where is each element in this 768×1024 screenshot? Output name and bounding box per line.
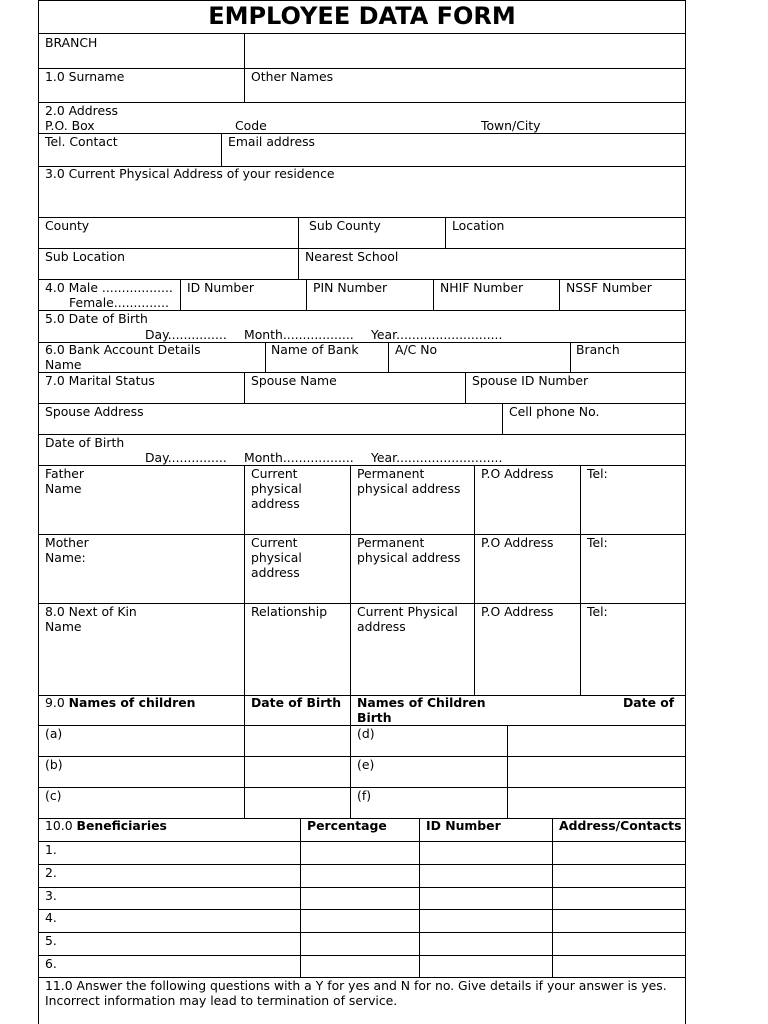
rule bbox=[244, 695, 245, 818]
rule bbox=[38, 133, 686, 134]
father-permanent-address-label bbox=[357, 466, 460, 496]
dob-day: Day............... bbox=[145, 327, 227, 342]
beneficiaries-title: Beneficiaries bbox=[76, 818, 167, 833]
spouse-dob-month: Month.................. bbox=[244, 450, 354, 465]
father-current-address-label bbox=[251, 466, 302, 511]
children-heading bbox=[45, 695, 196, 710]
rule bbox=[507, 725, 508, 818]
relationship-label: Relationship bbox=[251, 604, 328, 619]
current-line2: physical bbox=[251, 550, 302, 565]
nhif-number-label: NHIF Number bbox=[440, 280, 524, 295]
form-border-left bbox=[38, 0, 39, 1024]
rule bbox=[38, 864, 686, 865]
rule bbox=[570, 342, 571, 372]
beneficiary-row-2: 2. bbox=[45, 865, 57, 880]
form-title: EMPLOYEE DATA FORM bbox=[208, 2, 516, 30]
dob-year: Year........................... bbox=[371, 327, 503, 342]
address-contacts-header: Address/Contacts bbox=[559, 818, 682, 833]
rule bbox=[306, 279, 307, 310]
female-label: Female.............. bbox=[69, 295, 169, 310]
branch-label: BRANCH bbox=[45, 35, 98, 50]
dob-month: Month.................. bbox=[244, 327, 354, 342]
rule bbox=[38, 102, 686, 103]
nearest-school-label: Nearest School bbox=[305, 249, 399, 264]
rule bbox=[300, 818, 301, 977]
permanent-line2: physical address bbox=[357, 481, 461, 496]
rule bbox=[474, 465, 475, 695]
next-of-kin-line1: 8.0 Next of Kin bbox=[45, 604, 137, 619]
rule bbox=[552, 818, 553, 977]
mother-label bbox=[45, 535, 89, 565]
employee-data-form bbox=[38, 0, 686, 1024]
spouse-address-label: Spouse Address bbox=[45, 404, 144, 419]
next-of-kin-label bbox=[45, 604, 137, 634]
physical-address-heading: 3.0 Current Physical Address of your residence bbox=[45, 166, 335, 181]
kin-current-line2: address bbox=[357, 619, 406, 634]
dob-heading: 5.0 Date of Birth bbox=[45, 311, 148, 326]
id-number-label: ID Number bbox=[187, 280, 254, 295]
beneficiary-row-6: 6. bbox=[45, 956, 57, 971]
beneficiary-row-1: 1. bbox=[45, 842, 57, 857]
spouse-dob-label: Date of Birth bbox=[45, 435, 125, 450]
rule bbox=[38, 932, 686, 933]
current-line3: address bbox=[251, 496, 300, 511]
beneficiary-row-4: 4. bbox=[45, 910, 57, 925]
male-label: 4.0 Male .................. bbox=[45, 280, 173, 295]
current-line1: Current bbox=[251, 466, 298, 481]
rule bbox=[298, 248, 299, 279]
kin-current-physical-label bbox=[357, 604, 458, 634]
bank-heading: 6.0 Bank Account Details bbox=[45, 342, 201, 357]
address-heading: 2.0 Address bbox=[45, 103, 118, 118]
current-line2: physical bbox=[251, 481, 302, 496]
children-dob-header: Date of Birth bbox=[251, 695, 342, 710]
sub-location-label: Sub Location bbox=[45, 249, 125, 264]
kin-tel-label: Tel: bbox=[587, 604, 608, 619]
father-po-address-label: P.O Address bbox=[481, 466, 554, 481]
tel-contact-label: Tel. Contact bbox=[45, 134, 118, 149]
children-2-date-of: Date of bbox=[623, 695, 675, 710]
rule bbox=[38, 887, 686, 888]
child-d: (d) bbox=[357, 726, 375, 741]
mother-tel-label: Tel: bbox=[587, 535, 608, 550]
other-names-label: Other Names bbox=[251, 69, 334, 84]
nssf-number-label: NSSF Number bbox=[566, 280, 652, 295]
form-border-right bbox=[685, 0, 686, 1024]
rule bbox=[559, 279, 560, 310]
questions-instruction-line2: Incorrect information may lead to termination of service. bbox=[45, 993, 398, 1008]
rule bbox=[445, 217, 446, 248]
rule bbox=[38, 909, 686, 910]
code-label: Code bbox=[235, 118, 267, 133]
pin-number-label: PIN Number bbox=[313, 280, 388, 295]
beneficiary-id-header: ID Number bbox=[426, 818, 501, 833]
rule bbox=[350, 465, 351, 695]
rule bbox=[38, 33, 686, 34]
spouse-id-label: Spouse ID Number bbox=[472, 373, 589, 388]
child-f: (f) bbox=[357, 788, 372, 803]
spouse-name-label: Spouse Name bbox=[251, 373, 337, 388]
rule bbox=[38, 434, 686, 435]
beneficiaries-number: 10.0 bbox=[45, 818, 73, 833]
children-title: Names of children bbox=[68, 695, 196, 710]
sub-county-label: Sub County bbox=[309, 218, 381, 233]
rule bbox=[580, 465, 581, 695]
current-line3: address bbox=[251, 565, 300, 580]
rule bbox=[433, 279, 434, 310]
children-2-birth: Birth bbox=[357, 710, 392, 725]
rule bbox=[180, 279, 181, 310]
po-box-label: P.O. Box bbox=[45, 118, 95, 133]
current-line1: Current bbox=[251, 535, 298, 550]
rule bbox=[265, 342, 266, 372]
mother-label-line1: Mother bbox=[45, 535, 89, 550]
percentage-header: Percentage bbox=[307, 818, 387, 833]
father-label-line2: Name bbox=[45, 481, 82, 496]
rule bbox=[38, 841, 686, 842]
child-b: (b) bbox=[45, 757, 63, 772]
spouse-dob-year: Year........................... bbox=[371, 450, 503, 465]
father-label-line1: Father bbox=[45, 466, 85, 481]
father-tel-label: Tel: bbox=[587, 466, 608, 481]
child-e: (e) bbox=[357, 757, 375, 772]
mother-po-address-label: P.O Address bbox=[481, 535, 554, 550]
rule bbox=[38, 955, 686, 956]
child-c: (c) bbox=[45, 788, 62, 803]
permanent-line1: Permanent bbox=[357, 466, 425, 481]
next-of-kin-line2: Name bbox=[45, 619, 82, 634]
mother-permanent-address-label bbox=[357, 535, 460, 565]
kin-po-address-label: P.O Address bbox=[481, 604, 554, 619]
beneficiary-row-3: 3. bbox=[45, 888, 57, 903]
rule bbox=[221, 133, 222, 166]
bank-branch-label: Branch bbox=[576, 342, 620, 357]
bank-account-name-label: Name bbox=[45, 357, 82, 372]
father-label bbox=[45, 466, 84, 496]
rule bbox=[419, 818, 420, 977]
rule bbox=[465, 372, 466, 403]
email-label: Email address bbox=[228, 134, 315, 149]
rule bbox=[244, 372, 245, 403]
beneficiary-row-5: 5. bbox=[45, 933, 57, 948]
rule bbox=[244, 33, 245, 102]
marital-status-label: 7.0 Marital Status bbox=[45, 373, 155, 388]
cell-phone-label: Cell phone No. bbox=[509, 404, 600, 419]
child-a: (a) bbox=[45, 726, 63, 741]
location-label: Location bbox=[452, 218, 505, 233]
rule bbox=[298, 217, 299, 248]
rule bbox=[38, 68, 686, 69]
county-label: County bbox=[45, 218, 90, 233]
surname-label: 1.0 Surname bbox=[45, 69, 125, 84]
permanent-line2: physical address bbox=[357, 550, 461, 565]
rule bbox=[502, 403, 503, 434]
rule bbox=[350, 695, 351, 818]
kin-current-line1: Current Physical bbox=[357, 604, 458, 619]
beneficiaries-heading bbox=[45, 818, 167, 833]
town-city-label: Town/City bbox=[481, 118, 541, 133]
children-number: 9.0 bbox=[45, 695, 65, 710]
children-2-header: Names of Children bbox=[357, 695, 486, 710]
permanent-line1: Permanent bbox=[357, 535, 425, 550]
mother-label-line2: Name: bbox=[45, 550, 86, 565]
spouse-dob-day: Day............... bbox=[145, 450, 227, 465]
questions-instruction-line1: 11.0 Answer the following questions with a Y for yes and N for no. Give details if your answer is yes. bbox=[45, 978, 667, 993]
rule bbox=[388, 342, 389, 372]
ac-no-label: A/C No bbox=[395, 342, 438, 357]
mother-current-address-label bbox=[251, 535, 302, 580]
name-of-bank-label: Name of Bank bbox=[271, 342, 359, 357]
rule bbox=[244, 465, 245, 695]
